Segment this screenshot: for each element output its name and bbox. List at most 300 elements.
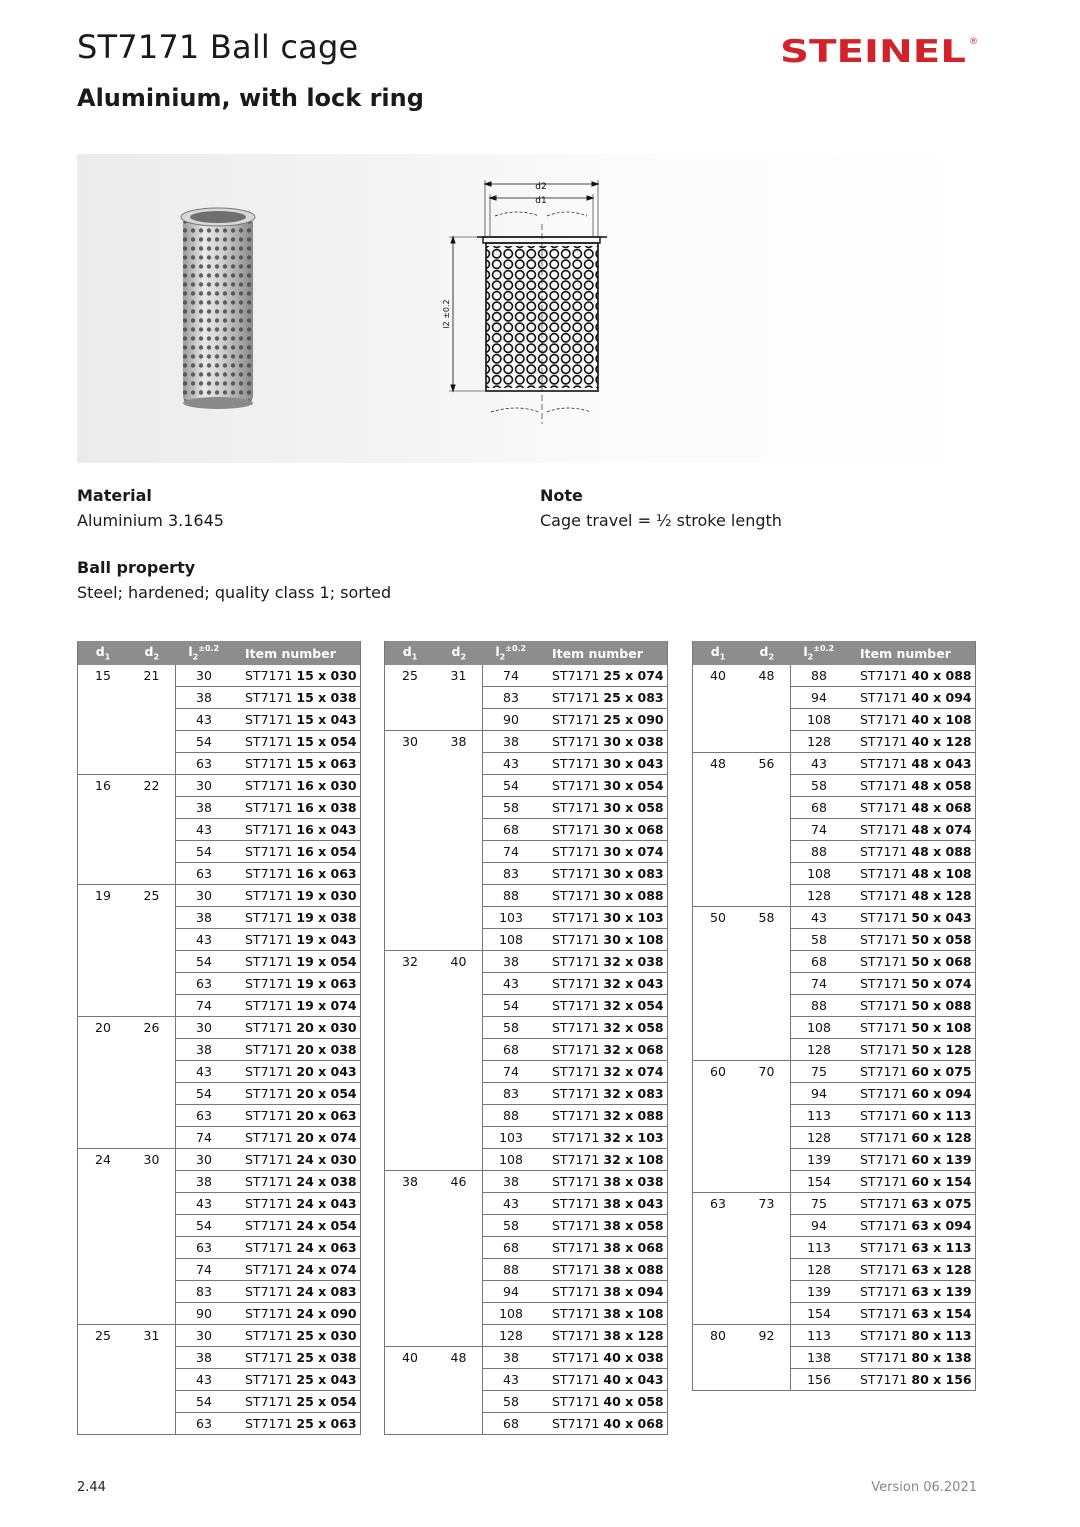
d1-cell xyxy=(78,1413,129,1435)
table-row xyxy=(78,1259,361,1281)
item-number-cell xyxy=(847,951,976,973)
item-size: 32 x 083 xyxy=(603,1086,664,1101)
d2-cell xyxy=(743,1083,791,1105)
item-prefix: ST7171 xyxy=(245,1130,293,1145)
l2-cell: 103 xyxy=(483,907,540,929)
item-number-cell xyxy=(539,973,668,995)
item-prefix: ST7171 xyxy=(552,778,600,793)
item-number-cell xyxy=(539,1127,668,1149)
item-size: 63 x 139 xyxy=(911,1284,972,1299)
item-number-cell xyxy=(232,775,361,797)
table-row xyxy=(693,995,976,1017)
d2-cell xyxy=(128,687,176,709)
item-number-cell xyxy=(539,1105,668,1127)
d2-cell xyxy=(128,1369,176,1391)
item-number-cell xyxy=(232,1127,361,1149)
item-prefix: ST7171 xyxy=(552,1174,600,1189)
table-row xyxy=(693,1083,976,1105)
d2-cell xyxy=(743,973,791,995)
item-number-cell xyxy=(539,1369,668,1391)
item-size: 32 x 074 xyxy=(603,1064,664,1079)
ball-property-block xyxy=(77,558,391,602)
d2-cell xyxy=(435,1127,483,1149)
d2-cell xyxy=(128,1061,176,1083)
l2-cell: 90 xyxy=(176,1303,233,1325)
d1-cell xyxy=(385,1369,436,1391)
table-row xyxy=(693,753,976,775)
d2-cell xyxy=(128,1259,176,1281)
d2-cell xyxy=(128,1171,176,1193)
table-row xyxy=(78,1325,361,1347)
item-size: 19 x 054 xyxy=(296,954,357,969)
item-number-cell xyxy=(232,1413,361,1435)
item-prefix: ST7171 xyxy=(245,1240,293,1255)
d1-cell xyxy=(78,1391,129,1413)
table-row xyxy=(385,841,668,863)
d2-cell xyxy=(743,929,791,951)
d1-cell xyxy=(693,687,744,709)
item-prefix: ST7171 xyxy=(552,1328,600,1343)
table-row xyxy=(385,1017,668,1039)
table-row xyxy=(78,841,361,863)
table-row xyxy=(385,753,668,775)
d2-cell xyxy=(128,709,176,731)
d1-cell xyxy=(78,1105,129,1127)
item-prefix: ST7171 xyxy=(552,1020,600,1035)
d2-cell xyxy=(128,1193,176,1215)
item-number-cell xyxy=(232,1259,361,1281)
l2-cell: 88 xyxy=(483,1105,540,1127)
l2-cell: 103 xyxy=(483,1127,540,1149)
l2-cell: 58 xyxy=(483,797,540,819)
l2-cell: 43 xyxy=(483,753,540,775)
header-l2: $l_2^{\pm 0.2}$ xyxy=(483,641,540,665)
l2-cell: 74 xyxy=(176,1127,233,1149)
item-prefix: ST7171 xyxy=(860,1218,908,1233)
item-size: 24 x 063 xyxy=(296,1240,357,1255)
item-prefix: ST7171 xyxy=(245,866,293,881)
d1-cell xyxy=(385,819,436,841)
d2-cell xyxy=(128,1237,176,1259)
l2-cell: 74 xyxy=(791,819,848,841)
l2-cell: 128 xyxy=(791,1259,848,1281)
item-number-cell xyxy=(232,1237,361,1259)
item-size: 48 x 068 xyxy=(911,800,972,815)
d2-cell xyxy=(435,1281,483,1303)
d2-cell xyxy=(128,929,176,951)
item-prefix: ST7171 xyxy=(860,1152,908,1167)
d1-cell xyxy=(385,1237,436,1259)
item-prefix: ST7171 xyxy=(245,734,293,749)
l2-cell: 43 xyxy=(176,929,233,951)
material-heading: Material xyxy=(77,486,152,505)
item-number-cell xyxy=(847,863,976,885)
l2-cell: 88 xyxy=(791,995,848,1017)
item-number-cell xyxy=(847,1259,976,1281)
table-row xyxy=(693,665,976,687)
item-size: 25 x 074 xyxy=(603,668,664,683)
item-size: 48 x 074 xyxy=(911,822,972,837)
table-row xyxy=(385,995,668,1017)
table-row xyxy=(693,775,976,797)
d2-cell xyxy=(435,1325,483,1347)
item-prefix: ST7171 xyxy=(245,1284,293,1299)
d2-cell xyxy=(435,929,483,951)
item-number-cell xyxy=(539,863,668,885)
item-number-cell xyxy=(232,1017,361,1039)
item-size: 30 x 054 xyxy=(603,778,664,793)
table-row xyxy=(78,973,361,995)
table-row xyxy=(385,1391,668,1413)
d1-cell: 25 xyxy=(402,668,418,684)
l2-cell: 128 xyxy=(483,1325,540,1347)
item-size: 25 x 038 xyxy=(296,1350,357,1365)
l2-cell: 113 xyxy=(791,1237,848,1259)
item-size: 48 x 088 xyxy=(911,844,972,859)
item-number-cell xyxy=(232,1303,361,1325)
item-number-cell xyxy=(847,929,976,951)
d1-cell: 50 xyxy=(693,907,744,929)
version-label: Version 06.2021 xyxy=(871,1480,977,1495)
item-size: 24 x 074 xyxy=(296,1262,357,1277)
item-prefix: ST7171 xyxy=(552,1042,600,1057)
item-prefix: ST7171 xyxy=(552,1086,600,1101)
l2-cell: 113 xyxy=(791,1325,848,1347)
item-prefix: ST7171 xyxy=(552,1372,600,1387)
d1-cell xyxy=(693,1171,744,1193)
item-size: 19 x 043 xyxy=(296,932,357,947)
table-row xyxy=(693,1281,976,1303)
d1-cell xyxy=(693,1281,744,1303)
item-number-cell xyxy=(232,1171,361,1193)
item-number-cell xyxy=(847,1193,976,1215)
l2-cell: 43 xyxy=(483,1193,540,1215)
item-number-cell xyxy=(232,1325,361,1347)
item-size: 24 x 054 xyxy=(296,1218,357,1233)
header-d1: $d_1$ xyxy=(385,641,436,665)
item-prefix: ST7171 xyxy=(860,1086,908,1101)
item-prefix: ST7171 xyxy=(552,1064,600,1079)
item-prefix: ST7171 xyxy=(552,822,600,837)
l2-cell: 43 xyxy=(176,819,233,841)
item-size: 20 x 043 xyxy=(296,1064,357,1079)
item-size: 30 x 074 xyxy=(603,844,664,859)
item-size: 16 x 030 xyxy=(296,778,357,793)
registered-mark: ® xyxy=(969,37,978,47)
item-number-cell xyxy=(847,995,976,1017)
d2-cell xyxy=(435,1237,483,1259)
l2-cell: 58 xyxy=(483,1017,540,1039)
item-size: 38 x 043 xyxy=(603,1196,664,1211)
item-number-cell xyxy=(847,687,976,709)
item-size: 24 x 038 xyxy=(296,1174,357,1189)
item-number-cell xyxy=(539,1017,668,1039)
item-size: 50 x 088 xyxy=(911,998,972,1013)
item-size: 63 x 128 xyxy=(911,1262,972,1277)
item-number-cell xyxy=(232,687,361,709)
d2-cell xyxy=(743,1017,791,1039)
table-row xyxy=(78,1127,361,1149)
header-d1: $d_1$ xyxy=(693,641,744,665)
ball-property-value: Steel; hardened; quality class 1; sorted xyxy=(77,583,392,602)
table-row xyxy=(385,885,668,907)
table-row xyxy=(78,1281,361,1303)
table-row xyxy=(78,687,361,709)
d1-cell xyxy=(385,995,436,1017)
table-row xyxy=(78,731,361,753)
material-block xyxy=(77,486,224,530)
item-prefix: ST7171 xyxy=(860,1108,908,1123)
l2-cell: 30 xyxy=(176,1017,233,1039)
item-size: 38 x 068 xyxy=(603,1240,664,1255)
d2-cell xyxy=(743,841,791,863)
item-prefix: ST7171 xyxy=(245,1020,293,1035)
d1-cell xyxy=(385,753,436,775)
item-prefix: ST7171 xyxy=(860,1174,908,1189)
item-prefix: ST7171 xyxy=(245,800,293,815)
table-row xyxy=(385,797,668,819)
item-number-cell xyxy=(847,1281,976,1303)
d1-cell xyxy=(78,951,129,973)
item-number-cell xyxy=(539,819,668,841)
item-number-cell xyxy=(847,819,976,841)
l2-cell: 88 xyxy=(483,885,540,907)
l2-dimension-label: l2 ±0.2 xyxy=(442,299,451,329)
item-size: 60 x 113 xyxy=(911,1108,972,1123)
d2-cell xyxy=(435,1413,483,1435)
item-size: 80 x 156 xyxy=(911,1372,972,1387)
item-number-cell xyxy=(539,1215,668,1237)
l2-cell: 54 xyxy=(483,775,540,797)
item-prefix: ST7171 xyxy=(860,690,908,705)
d1-cell xyxy=(78,753,129,775)
d1-cell: 63 xyxy=(693,1193,744,1215)
item-number-cell xyxy=(539,665,668,687)
table-row xyxy=(693,1105,976,1127)
l2-cell: 30 xyxy=(176,885,233,907)
d2-cell: 58 xyxy=(743,907,791,929)
table-row xyxy=(78,665,361,687)
d2-cell: 21 xyxy=(143,668,160,684)
table-row xyxy=(78,1215,361,1237)
item-size: 25 x 054 xyxy=(296,1394,357,1409)
l2-cell: 88 xyxy=(791,665,848,687)
d1-cell xyxy=(78,1347,129,1369)
d1-cell xyxy=(78,1193,129,1215)
header-l2: $l_2^{\pm 0.2}$ xyxy=(176,641,233,665)
d2-cell: 70 xyxy=(743,1061,791,1083)
d2-cell: 40 xyxy=(435,951,483,973)
table-row xyxy=(693,907,976,929)
l2-cell: 108 xyxy=(791,709,848,731)
item-size: 32 x 088 xyxy=(603,1108,664,1123)
d1-cell xyxy=(385,863,436,885)
d1-cell xyxy=(78,1039,129,1061)
d2-cell xyxy=(128,1413,176,1435)
table-row xyxy=(78,1193,361,1215)
item-number-cell xyxy=(232,907,361,929)
item-prefix: ST7171 xyxy=(245,822,293,837)
item-size: 38 x 088 xyxy=(603,1262,664,1277)
item-size: 16 x 043 xyxy=(296,822,357,837)
item-size: 40 x 068 xyxy=(603,1416,664,1431)
item-number-cell xyxy=(539,929,668,951)
item-number-cell xyxy=(539,841,668,863)
table-row xyxy=(78,1149,361,1171)
item-number-cell xyxy=(539,907,668,929)
item-number-cell xyxy=(232,731,361,753)
d1-cell xyxy=(693,1083,744,1105)
d2-cell xyxy=(128,1281,176,1303)
d2-cell xyxy=(435,1039,483,1061)
item-size: 32 x 103 xyxy=(603,1130,664,1145)
table-row xyxy=(693,731,976,753)
d1-cell: 24 xyxy=(78,1149,129,1171)
d1-cell xyxy=(693,863,744,885)
d2-cell xyxy=(743,1281,791,1303)
item-prefix: ST7171 xyxy=(552,756,600,771)
d1-cell xyxy=(693,973,744,995)
header-item-number: Item number xyxy=(232,641,361,665)
table-row xyxy=(78,951,361,973)
d2-cell xyxy=(128,753,176,775)
d1-cell xyxy=(385,1303,436,1325)
item-prefix: ST7171 xyxy=(860,1130,908,1145)
l2-cell: 108 xyxy=(483,1149,540,1171)
l2-cell: 30 xyxy=(176,775,233,797)
table-row xyxy=(78,819,361,841)
d1-cell xyxy=(693,1215,744,1237)
d1-cell xyxy=(78,863,129,885)
item-prefix: ST7171 xyxy=(245,910,293,925)
table-row xyxy=(693,1061,976,1083)
item-size: 32 x 058 xyxy=(603,1020,664,1035)
d2-cell xyxy=(435,753,483,775)
item-number-cell xyxy=(232,709,361,731)
item-prefix: ST7171 xyxy=(245,1174,293,1189)
l2-cell: 154 xyxy=(791,1303,848,1325)
d2-cell: 31 xyxy=(450,668,467,684)
table-row xyxy=(693,929,976,951)
l2-cell: 94 xyxy=(791,1215,848,1237)
d1-cell xyxy=(78,973,129,995)
d2-cell xyxy=(743,709,791,731)
l2-cell: 38 xyxy=(483,951,540,973)
item-prefix: ST7171 xyxy=(552,734,600,749)
d2-cell xyxy=(128,907,176,929)
l2-cell: 54 xyxy=(176,1083,233,1105)
l2-cell: 54 xyxy=(176,841,233,863)
table-row xyxy=(385,1237,668,1259)
item-size: 19 x 030 xyxy=(296,888,357,903)
item-number-cell xyxy=(232,797,361,819)
d2-cell xyxy=(435,1303,483,1325)
d1-cell: 48 xyxy=(693,753,744,775)
d1-cell: 80 xyxy=(693,1325,744,1347)
item-size: 38 x 108 xyxy=(603,1306,664,1321)
table-row xyxy=(385,1039,668,1061)
d1-cell xyxy=(385,841,436,863)
table-row xyxy=(78,995,361,1017)
spec-table-3 xyxy=(692,641,976,1391)
item-number-cell xyxy=(232,1215,361,1237)
l2-cell: 88 xyxy=(483,1259,540,1281)
d2-cell xyxy=(128,819,176,841)
table-row xyxy=(693,841,976,863)
l2-cell: 108 xyxy=(791,1017,848,1039)
item-prefix: ST7171 xyxy=(860,822,908,837)
d1-cell: 40 xyxy=(385,1347,436,1369)
d2-cell xyxy=(435,1149,483,1171)
item-prefix: ST7171 xyxy=(245,1394,293,1409)
table-row xyxy=(78,885,361,907)
l2-cell: 83 xyxy=(483,863,540,885)
item-number-cell xyxy=(847,1215,976,1237)
item-size: 20 x 038 xyxy=(296,1042,357,1057)
table-row xyxy=(385,1325,668,1347)
item-number-cell xyxy=(539,1083,668,1105)
d1-cell xyxy=(78,1171,129,1193)
item-size: 25 x 090 xyxy=(603,712,664,727)
item-size: 16 x 063 xyxy=(296,866,357,881)
table-row xyxy=(385,1347,668,1369)
item-number-cell xyxy=(232,885,361,907)
table-row xyxy=(78,797,361,819)
item-number-cell xyxy=(232,1193,361,1215)
item-size: 25 x 030 xyxy=(296,1328,357,1343)
item-size: 40 x 108 xyxy=(911,712,972,727)
item-number-cell xyxy=(847,841,976,863)
page-title: ST7171 Ball cage xyxy=(77,28,359,66)
item-size: 30 x 083 xyxy=(603,866,664,881)
d1-cell xyxy=(385,907,436,929)
item-size: 15 x 054 xyxy=(296,734,357,749)
item-prefix: ST7171 xyxy=(552,1394,600,1409)
d2-cell xyxy=(743,995,791,1017)
l2-cell: 108 xyxy=(791,863,848,885)
table-row xyxy=(78,1237,361,1259)
item-size: 48 x 043 xyxy=(911,756,972,771)
item-number-cell xyxy=(539,709,668,731)
d1-cell xyxy=(78,687,129,709)
table-row xyxy=(385,731,668,753)
item-size: 60 x 128 xyxy=(911,1130,972,1145)
item-size: 40 x 088 xyxy=(911,668,972,683)
d2-cell xyxy=(743,1105,791,1127)
header-item-number: Item number xyxy=(847,641,976,665)
d1-cell xyxy=(693,929,744,951)
item-size: 38 x 128 xyxy=(603,1328,664,1343)
item-number-cell xyxy=(539,1391,668,1413)
d1-cell: 60 xyxy=(693,1061,744,1083)
item-prefix: ST7171 xyxy=(552,800,600,815)
item-prefix: ST7171 xyxy=(245,1328,293,1343)
d1-cell xyxy=(78,1259,129,1281)
item-prefix: ST7171 xyxy=(245,1218,293,1233)
table-row xyxy=(385,1127,668,1149)
item-number-cell xyxy=(539,731,668,753)
item-size: 30 x 088 xyxy=(603,888,664,903)
d2-cell xyxy=(743,885,791,907)
item-size: 38 x 094 xyxy=(603,1284,664,1299)
d2-cell: 73 xyxy=(743,1193,791,1215)
item-prefix: ST7171 xyxy=(552,1108,600,1123)
table-row xyxy=(385,863,668,885)
l2-cell: 43 xyxy=(791,907,848,929)
l2-cell: 38 xyxy=(483,1171,540,1193)
d1-cell xyxy=(385,1105,436,1127)
table-row xyxy=(693,885,976,907)
